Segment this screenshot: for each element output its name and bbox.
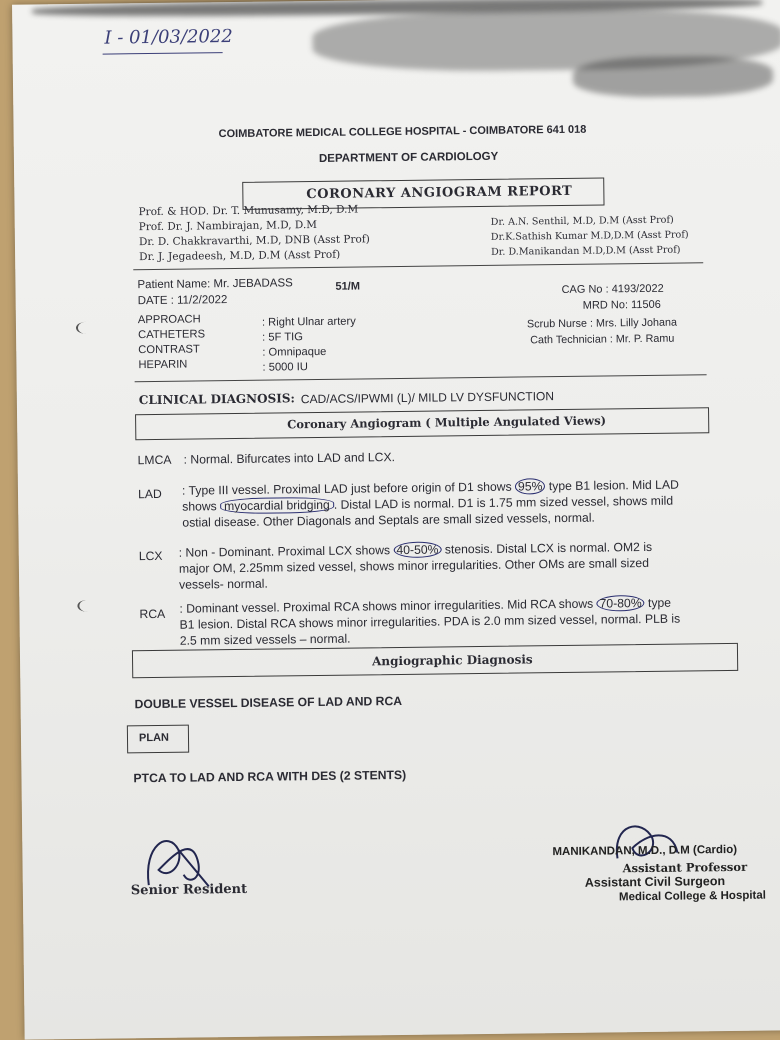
doctors-right xyxy=(491,212,689,259)
lad-text-part: type B1 lesion. Mid LAD shows xyxy=(182,477,679,514)
lad-text-part: : Type III vessel. Proximal LAD just before origin of D1 shows xyxy=(181,479,516,498)
procedure-label: APPROACH xyxy=(137,313,201,327)
plan-label: PLAN xyxy=(138,731,170,745)
clinical-diagnosis-label: CLINICAL DIAGNOSIS: xyxy=(138,391,295,408)
lcx-text-part: : Non - Dominant. Proximal LCX shows xyxy=(178,543,394,560)
department-name: DEPARTMENT OF CARDIOLOGY xyxy=(318,150,499,165)
procedure-value: : 5000 IU xyxy=(262,361,308,374)
lmca-label: LMCA xyxy=(137,452,172,468)
angio-diagnosis-heading: Angiographic Diagnosis xyxy=(371,652,533,669)
procedure-value: : Omnipaque xyxy=(262,345,327,359)
civil-surgeon-title: Assistant Civil Surgeon xyxy=(584,874,726,890)
lad-text xyxy=(182,476,693,530)
procedure-label: HEPARIN xyxy=(138,358,188,372)
doctor-name: Dr. A.N. Senthil, M.D, D.M (Asst Prof) xyxy=(490,214,674,228)
lad-label: LAD xyxy=(137,486,162,502)
report-title: CORONARY ANGIOGRAM REPORT xyxy=(306,183,573,203)
rca-text-part: type B1 lesion. Distal RCA shows minor irregularities. PDA is 2.0 mm sized vessel, normal. PLB is 2.5 mm sized vessels – normal. xyxy=(179,595,681,648)
rca-text xyxy=(179,594,688,648)
lcx-text-part: stenosis. Distal LCX is normal. OM2 is major OM, 2.25mm sized vessel, shows minor irregularities. Other OMs are small sized vessels- normal. xyxy=(178,539,653,592)
lcx-stenosis-circled: 40-50% xyxy=(393,541,441,558)
divider xyxy=(135,374,707,382)
plan-text: PTCA TO LAD AND RCA WITH DES (2 STENTS) xyxy=(133,767,407,786)
doctor-name: Dr. D. Chakkravarthi, M.D, DNB (Asst Prof) xyxy=(138,233,370,249)
procedure-value: : 5F TIG xyxy=(262,331,304,344)
procedure-values xyxy=(262,315,357,376)
rca-text-part: : Dominant vessel. Proximal RCA shows minor irregularities. Mid RCA shows xyxy=(179,596,597,616)
rca-stenosis-circled: 70-80% xyxy=(597,595,645,612)
angiogram-heading: Coronary Angiogram ( Multiple Angulated Views) xyxy=(287,413,607,432)
doctor-name: Dr.K.Sathish Kumar M.D,D.M (Asst Prof) xyxy=(490,229,689,243)
procedure-value: : Right Ulnar artery xyxy=(261,315,356,329)
hospital-name: COIMBATORE MEDICAL COLLEGE HOSPITAL - COIMBATORE 641 018 xyxy=(218,123,587,141)
report-page xyxy=(12,0,780,1040)
doctor-name: Dr. D.Manikandan M.D,D.M (Asst Prof) xyxy=(491,244,681,258)
scan-smudge xyxy=(573,55,773,97)
procedure-labels xyxy=(138,312,206,373)
report-date: DATE : 11/2/2022 xyxy=(137,294,228,308)
procedure-label: CATHETERS xyxy=(138,328,206,342)
lmca-text: : Normal. Bifurcates into LAD and LCX. xyxy=(183,450,396,467)
professor-title: Assistant Professor xyxy=(622,859,748,876)
date-underline xyxy=(103,52,223,54)
professor-name: MANIKANDAN, M.D., D.M (Cardio) xyxy=(552,843,738,859)
institution-seal-text: Medical College & Hospital xyxy=(618,889,767,904)
senior-resident-label: Senior Resident xyxy=(130,881,248,899)
lcx-label: LCX xyxy=(138,548,163,564)
scrub-nurse: Scrub Nurse : Mrs. Lilly Johana xyxy=(526,316,678,331)
cath-technician: Cath Technician : Mr. P. Ramu xyxy=(530,332,675,347)
lcx-text xyxy=(179,539,680,593)
clinical-diagnosis-value: CAD/ACS/IPWMI (L)/ MILD LV DYSFUNCTION xyxy=(300,389,555,407)
lad-bridging-circled: myocardial bridging xyxy=(220,497,334,514)
rca-label: RCA xyxy=(139,606,166,622)
cag-number: CAG No : 4193/2022 xyxy=(561,282,664,296)
lad-stenosis-circled: 95% xyxy=(515,478,546,494)
punch-hole-mark xyxy=(76,322,96,334)
patient-age-sex: 51/M xyxy=(335,280,361,293)
procedure-label: CONTRAST xyxy=(138,343,200,357)
doctor-name: Prof. Dr. J. Nambirajan, M.D, D.M xyxy=(138,218,318,234)
doctors-left xyxy=(138,202,370,265)
patient-name: Patient Name: Mr. JEBADASS xyxy=(137,277,293,292)
doctor-name: Prof. & HOD. Dr. T. Munusamy, M.D, D.M xyxy=(138,203,359,219)
mrd-number: MRD No: 11506 xyxy=(582,298,661,312)
lad-text-part: . Distal LAD is normal. D1 is 1.75 mm sized vessel, shows mild ostial disease. Other Diagonals and Septals are small sized vessels, normal. xyxy=(182,493,674,530)
handwritten-date: I - 01/03/2022 xyxy=(104,25,233,49)
diagnosis-text: DOUBLE VESSEL DISEASE OF LAD AND RCA xyxy=(134,693,403,712)
punch-hole-mark xyxy=(77,600,97,612)
doctor-name: Dr. J. Jegadeesh, M.D, D.M (Asst Prof) xyxy=(139,248,341,264)
